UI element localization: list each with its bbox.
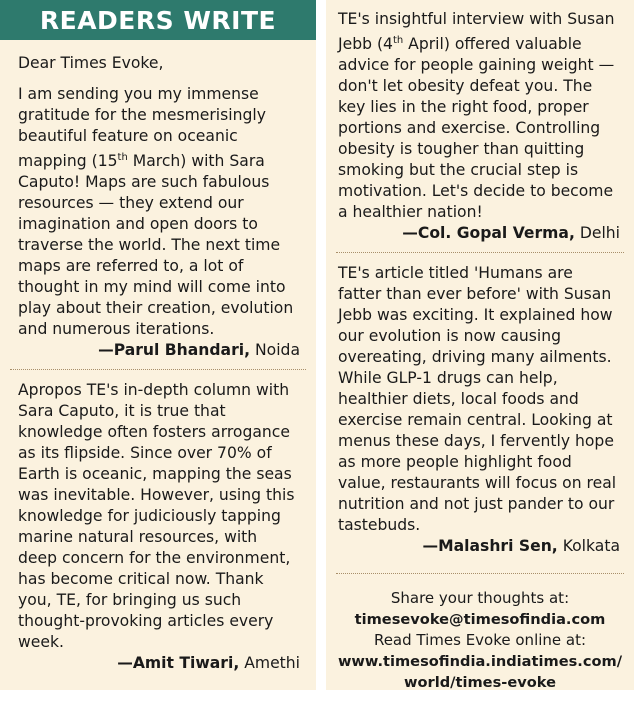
letter-body: TE's article titled 'Humans are fatter than ever before' with Susan Jebb was exciting. It explained how our evolution is now causing overeating, driving many ailments. While GLP-1 drugs can help, healthier diets, local foods and exercise remain central. Looking at menus these days, I fervently hope as more people highlight food value, restaurants will focus on real nutrition and not just pander to our tastebuds. <box>338 264 617 535</box>
signature-name: —Parul Bhandari, <box>98 341 251 360</box>
letter-body <box>338 9 620 223</box>
dotted-divider <box>336 252 624 253</box>
email-link[interactable]: timesevoke@timesofindia.com <box>354 611 606 629</box>
section-title: READERS WRITE <box>39 5 277 35</box>
letter-parul-bhandari <box>0 53 316 361</box>
signature <box>18 340 300 361</box>
signature-name: —Malashri Sen, <box>422 537 558 556</box>
signature-place: Amethi <box>239 654 300 673</box>
signature-place: Delhi <box>574 224 620 243</box>
letter-body <box>18 84 300 340</box>
letter-text: TE's insightful interview with Susan Jebb (4 <box>338 10 615 54</box>
signature-name: —Amit Tiwari, <box>117 654 240 673</box>
letter-malashri-sen <box>326 263 634 557</box>
signature-name: —Col. Gopal Verma, <box>402 224 575 243</box>
salutation: Dear Times Evoke, <box>18 54 164 72</box>
contact-footer <box>336 573 624 693</box>
letter-text: April) offered valuable advice for people gaining weight — don't let obesity defeat you. The key lies in the right food, proper portions and exercise. Controlling obesity is tougher than quitting smoking but the crucial step is motivation. Let's decide to become a healthier nation! <box>338 35 615 222</box>
letter-body: Apropos TE's in-depth column with Sara Caputo, it is true that knowledge often fosters arrogance as its flipside. Since over 70% of Earth is oceanic, mapping the seas was inevitable. However, using this knowledge for judiciously tapping marine natural resources, with deep concern for the environment, has become critical now. Thank you, TE, for bringing us such thought-provoking articles every week. <box>18 381 295 652</box>
letter-text: March) with Sara Caputo! Maps are such fabulous resources — they extend our imagination and open doors to traverse the world. The next time maps are referred to, a lot of thought in my mind will come into play about their creation, evolution and numerous iterations. <box>18 152 294 339</box>
letter-gopal-verma <box>326 9 634 244</box>
letter-text: I am sending you my immense gratitude for the mesmerisingly beautiful feature on oceanic mapping (15 <box>18 85 266 171</box>
section-header <box>0 0 316 40</box>
dotted-divider <box>10 369 306 370</box>
url-link-line2[interactable]: world/times-evoke <box>404 674 556 692</box>
superscript: th <box>117 152 128 163</box>
letter-amit-tiwari <box>0 380 316 674</box>
signature-place: Kolkata <box>557 537 620 556</box>
signature <box>338 223 620 244</box>
left-column <box>0 0 316 690</box>
read-online-label: Read Times Evoke online at: <box>373 631 587 650</box>
right-column <box>326 0 634 690</box>
signature <box>338 536 620 557</box>
share-label: Share your thoughts at: <box>390 589 570 608</box>
signature-place: Noida <box>250 341 300 360</box>
superscript: th <box>392 35 404 46</box>
url-link-line1[interactable]: www.timesofindia.indiatimes.com/ <box>337 653 623 671</box>
signature <box>18 653 300 674</box>
